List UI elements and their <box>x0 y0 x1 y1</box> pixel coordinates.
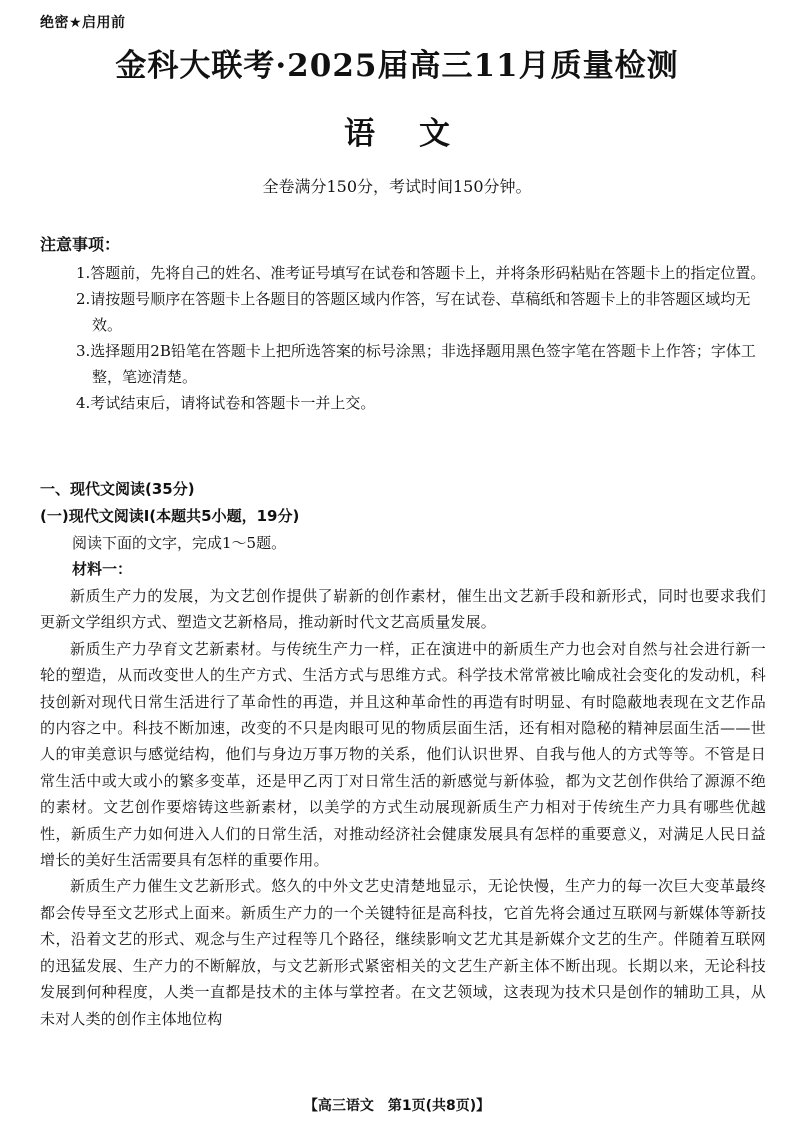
notice-item: 2.请按题号顺序在答题卡上各题目的答题区域内作答，写在试卷、草稿纸和答题卡上的非答题区域均无效。 <box>76 290 751 334</box>
material-body <box>40 583 766 1032</box>
exam-info: 全卷满分150分，考试时间150分钟。 <box>262 177 532 196</box>
reading-instruction: 阅读下面的文字，完成1～5题。 <box>72 534 287 552</box>
subpart-heading: (一)现代文阅读Ⅰ(本题共5小题，19分) <box>40 507 300 525</box>
notice-item: 1.答题前，先将自己的姓名、准考证号填写在试卷和答题卡上，并将条形码粘贴在答题卡上的指定位置。 <box>76 264 766 282</box>
subject-title: 语文 <box>344 116 494 152</box>
notice-item: 3.选择题用2B铅笔在答题卡上把所选答案的标号涂黑；非选择题用黑色签字笔在答题卡上作答；字体工整，笔迹清楚。 <box>76 342 756 386</box>
part-heading: 一、现代文阅读(35分) <box>40 480 195 498</box>
notice-item: 4.考试结束后，请将试卷和答题卡一并上交。 <box>76 394 376 412</box>
paragraph: 新质生产力的发展，为文艺创作提供了崭新的创作素材，催生出文艺新手段和新形式，同时也要求我们更新文学组织方式、塑造文艺新格局，推动新时代文艺高质量发展。 <box>40 587 766 632</box>
exam-title: 金科大联考·2025届高三11月质量检测 <box>115 48 679 84</box>
notice-list <box>76 260 766 416</box>
secret-mark: 绝密★启用前 <box>40 15 126 31</box>
notice-heading: 注意事项： <box>40 235 121 254</box>
paragraph: 新质生产力催生文艺新形式。悠久的中外文艺史清楚地显示，无论快慢，生产力的每一次巨大变革最终都会传导至文艺形式上面来。新质生产力的一个关键特征是高科技，它首先将会通过互联网与新媒体等新技术，沿着文艺的形式、观念与生产过程等几个路径，继续影响文艺尤其是新媒介文艺的生产。伴随着互联网的迅猛发展、生产力的不断解放，与文艺新形式紧密相关的文艺生产新主体不断出现。长期以来，无论科技发展到何种程度，人类一直都是技术的主体与掌控者。在文艺领域，这表现为技术只是创作的辅助工具，从未对人类的创作主体地位构 <box>40 877 766 1028</box>
paragraph: 新质生产力孕育文艺新素材。与传统生产力一样，正在演进中的新质生产力也会对自然与社会进行新一轮的塑造，从而改变世人的生产方式、生活方式与思维方式。科学技术常常被比喻成社会变化的发动机，科技创新对现代日常生活进行了革命性的再造，并且这种革命性的再造有时明显、有时隐蔽地表现在文艺作品的内容之中。科技不断加速，改变的不只是肉眼可见的物质层面生活，还有相对隐秘的精神层面生活——世人的审美意识与感觉结构，他们与身边万事万物的关系，他们认识世界、自我与他人的方式等等。不管是日常生活中或大或小的繁多变革，还是甲乙丙丁对日常生活的新感觉与新体验，都为文艺创作供给了源源不绝的素材。文艺创作要熔铸这些新素材，以美学的方式生动展现新质生产力相对于传统生产力具有哪些优越性，新质生产力如何进入人们的日常生活，对推动经济社会健康发展具有怎样的重要意义，对满足人民日益增长的美好生活需要具有怎样的重要作用。 <box>40 639 766 870</box>
page-footer: 【高三语文 第1页(共8页)】 <box>303 1098 491 1114</box>
material-label: 材料一： <box>72 560 133 578</box>
